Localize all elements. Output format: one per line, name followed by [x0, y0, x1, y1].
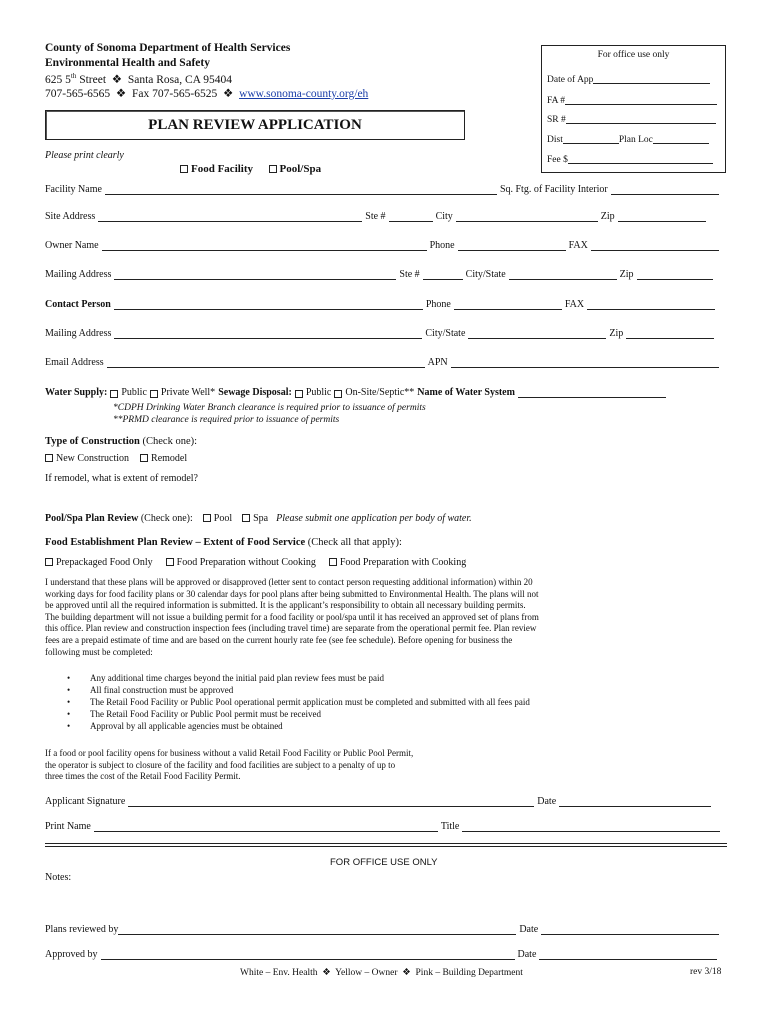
water-system-input[interactable] [518, 388, 666, 398]
page-title: PLAN REVIEW APPLICATION [148, 117, 362, 133]
fa-number-field[interactable]: FA # [547, 95, 717, 106]
contact-person-input[interactable] [114, 300, 423, 310]
plans-reviewed-input[interactable] [118, 925, 516, 935]
owner-ste-input[interactable] [423, 270, 463, 280]
notes-label: Notes: [45, 872, 72, 883]
title-box [45, 110, 465, 140]
bullet-item: • The Retail Food Facility or Public Pool operational permit application must be completed and submitted with all fees paid [67, 697, 530, 707]
divider [45, 846, 727, 847]
plans-reviewed-row: Plans reviewed by Date [45, 924, 722, 935]
site-address-row: Site Address Ste # City Zip [45, 211, 709, 222]
prepackaged-checkbox[interactable] [45, 558, 53, 566]
remodel-checkbox[interactable] [140, 454, 148, 462]
approved-date-input[interactable] [539, 950, 717, 960]
signature-date-input[interactable] [559, 797, 711, 807]
email-input[interactable] [107, 358, 425, 368]
food-options: Prepackaged Food Only Food Preparation without Cooking Food Preparation with Cooking [45, 557, 466, 568]
bullet-item: • Any additional time charges beyond the initial paid plan review fees must be paid [67, 673, 385, 683]
website-link[interactable]: www.sonoma-county.org/eh [239, 88, 369, 100]
contact-zip-input[interactable] [626, 329, 714, 339]
email-row: Email Address APN [45, 357, 722, 368]
spa-checkbox[interactable] [242, 514, 250, 522]
print-name-input[interactable] [94, 822, 438, 832]
approved-by-input[interactable] [101, 950, 515, 960]
pool-spa-checkbox[interactable] [269, 165, 277, 173]
contact-line: 707-565-6565 ❖ Fax 707-565-6525 ❖ www.sonoma-county.org/eh [45, 88, 369, 100]
water-note-1: *CDPH Drinking Water Branch clearance is required prior to issuance of permits [113, 403, 426, 413]
office-use-heading: FOR OFFICE USE ONLY [330, 857, 438, 868]
agreement-paragraph: I understand that these plans will be approved or disapproved (letter sent to contact person requesting additional information) within 20 working days for food facility plans or 30 calendar days for pool plans after being submitted to Environmental Health. The plans will not be approved until all the required information is submitted. It is the applicant’s responsibility to obtain all necessary building permits. The building department will not issue a building permit for a food facility or pool/spa until it has received an approved set of plans from this office. Plan review and construction inspection fees (including travel time) are separate from the operational permit fee. Plan review fees are a prepaid estimate of time and are based on the current hourly rate fee (see fee schedule). Before opening for business the following must be completed: [45, 577, 539, 657]
site-ste-input[interactable] [389, 212, 433, 222]
facility-name-row: Facility Name Sq. Ftg. of Facility Interior [45, 184, 722, 195]
owner-mailing-row: Mailing Address Ste # City/State Zip [45, 269, 716, 280]
pool-checkbox[interactable] [203, 514, 211, 522]
approved-by-row: Approved by Date [45, 949, 720, 960]
water-note-2: **PRMD clearance is required prior to issuance of permits [113, 415, 340, 425]
org-name: County of Sonoma Department of Health Services [45, 42, 291, 54]
onsite-septic-checkbox[interactable] [334, 390, 342, 398]
sqft-input[interactable] [611, 185, 719, 195]
new-construction-checkbox[interactable] [45, 454, 53, 462]
applicant-signature-input[interactable] [128, 797, 534, 807]
sewage-public-checkbox[interactable] [295, 390, 303, 398]
division-name: Environmental Health and Safety [45, 57, 210, 69]
agreement-bullets [45, 672, 540, 732]
divider [45, 843, 727, 844]
water-supply-row: Water Supply: Public Private Well* Sewage Disposal: Public On-Site/Septic** Name of Water System [45, 387, 669, 398]
owner-name-input[interactable] [102, 241, 427, 251]
title-input[interactable] [462, 822, 720, 832]
office-use-box [541, 45, 726, 173]
owner-name-row: Owner Name Phone FAX [45, 240, 722, 251]
contact-fax-input[interactable] [587, 300, 715, 310]
facility-name-input[interactable] [105, 185, 497, 195]
applicant-signature-row: Applicant Signature Date [45, 796, 714, 807]
contact-person-row: Contact Person Phone FAX [45, 299, 718, 310]
site-zip-input[interactable] [618, 212, 706, 222]
private-well-checkbox[interactable] [150, 390, 158, 398]
contact-mailing-row: Mailing Address City/State Zip [45, 328, 717, 339]
application-type: Food Facility Pool/Spa [180, 163, 321, 175]
revision: rev 3/18 [690, 967, 722, 977]
prep-with-cooking-checkbox[interactable] [329, 558, 337, 566]
construction-options: New Construction Remodel [45, 453, 187, 464]
remodel-extent-label: If remodel, what is extent of remodel? [45, 473, 198, 484]
office-box-title: For office use only [597, 50, 670, 60]
owner-phone-input[interactable] [458, 241, 566, 251]
print-name-row: Print Name Title [45, 821, 723, 832]
copy-distribution: White – Env. Health ❖ Yellow – Owner ❖ Pink – Building Department [240, 968, 523, 978]
pool-review-row: Pool/Spa Plan Review (Check one): Pool Spa Please submit one application per body of water. [45, 513, 472, 524]
reviewed-date-input[interactable] [541, 925, 719, 935]
water-public-checkbox[interactable] [110, 390, 118, 398]
closing-paragraph: If a food or pool facility opens for business without a valid Retail Food Facility or Public Pool Permit, the operator is subject to closure of the facility and food facilities are subject to a penalty of up to three times the cost of the Retail Food Facility Permit. [45, 748, 414, 782]
date-of-app-field[interactable]: Date of App [547, 74, 710, 85]
site-city-input[interactable] [456, 212, 598, 222]
bullet-item: • Approval by all applicable agencies must be obtained [67, 721, 283, 731]
construction-heading: Type of Construction (Check one): [45, 436, 198, 447]
owner-fax-input[interactable] [591, 241, 719, 251]
contact-mailing-input[interactable] [114, 329, 422, 339]
address: 625 5th Street ❖ Santa Rosa, CA 95404 [45, 72, 232, 86]
bullet-item: • The Retail Food Facility or Public Pool permit must be received [67, 709, 321, 719]
apn-input[interactable] [451, 358, 719, 368]
site-address-input[interactable] [98, 212, 362, 222]
bullet-item: • All final construction must be approved [67, 685, 234, 695]
owner-mailing-input[interactable] [114, 270, 396, 280]
food-facility-checkbox[interactable] [180, 165, 188, 173]
fee-field[interactable]: Fee $ [547, 154, 713, 165]
prep-without-cooking-checkbox[interactable] [166, 558, 174, 566]
contact-city-state-input[interactable] [468, 329, 606, 339]
owner-zip-input[interactable] [637, 270, 713, 280]
contact-phone-input[interactable] [454, 300, 562, 310]
dist-planloc-field[interactable]: Dist Plan Loc [547, 134, 709, 145]
owner-city-state-input[interactable] [509, 270, 617, 280]
print-clearly-note: Please print clearly [45, 150, 124, 161]
food-review-heading: Food Establishment Plan Review – Extent of Food Service (Check all that apply): [45, 537, 402, 548]
sr-number-field[interactable]: SR # [547, 114, 716, 125]
